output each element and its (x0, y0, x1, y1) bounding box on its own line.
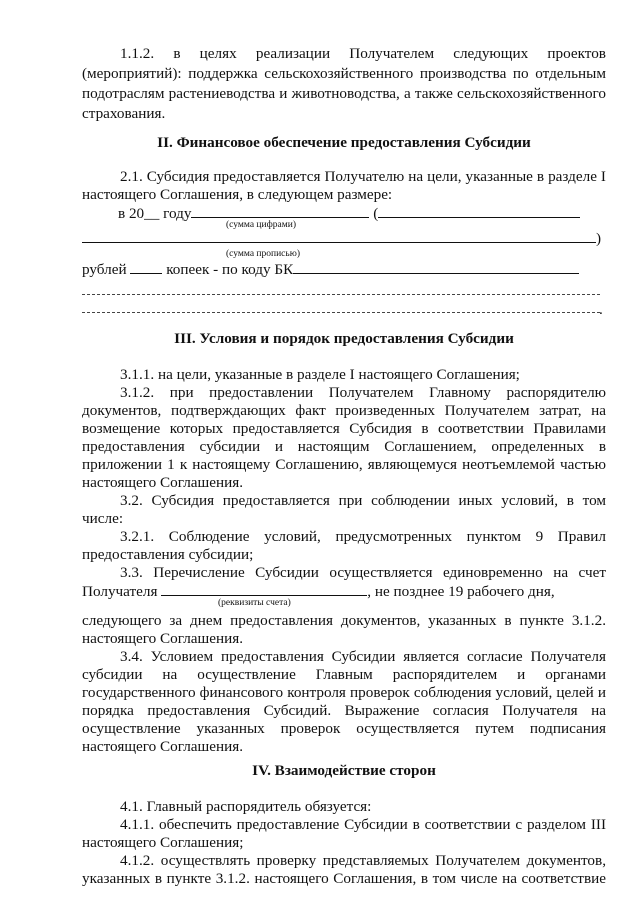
open-paren: ( (373, 205, 379, 222)
recipient-label: Получателя (82, 583, 158, 600)
clause-1-1-2-line-4: страхования. (82, 105, 166, 122)
clause-3-3-line-4: настоящего Соглашения. (82, 630, 243, 647)
clause-3-1-2-line-4: предоставления субсидии и настоящим Соглашением, определенных в (82, 438, 606, 455)
amount-words-field[interactable] (82, 242, 596, 243)
clause-3-1-2-line-2: документов, подтверждающих факт произведенных Получателем затрат, на (82, 402, 606, 419)
clause-3-2-1-line-1: 3.2.1. Соблюдение условий, предусмотренных пунктом 9 Правил (120, 528, 606, 545)
kbk-field[interactable] (293, 260, 579, 274)
word: следующих (453, 45, 529, 62)
clause-2-1-line-1: 2.1. Субсидия предоставляется Получателю на цели, указанные в разделе I (120, 168, 606, 185)
clause-3-1-1: 3.1.1. на цели, указанные в разделе I настоящего Соглашения; (120, 366, 520, 383)
clause-3-1-2-line-5: приложении 1 к настоящему Соглашению, являющемуся неотъемлемой частью (82, 456, 606, 473)
clause-3-1-2-line-3: возмещение которых предоставляется Субсидия в соответствии Правилами (82, 420, 606, 437)
blank-line-2[interactable] (82, 312, 600, 313)
word: проектов (547, 45, 606, 62)
clause-3-2-line-1: 3.2. Субсидия предоставляется при соблюдении иных условий, в том (120, 492, 606, 509)
clause-3-3-line-1: 3.3. Перечисление Субсидии осуществляется единовременно на счет (120, 564, 606, 581)
clause-3-4-line-6: настоящего Соглашения. (82, 738, 243, 755)
clause-3-4-line-5: осуществление указанных проверок осуществляется путем подписания (82, 720, 606, 737)
clause-3-2-1-line-2: предоставления субсидии; (82, 546, 254, 563)
kop-label: копеек - по коду БК (166, 261, 294, 278)
account-field[interactable] (161, 582, 367, 596)
caption-words: (сумма прописью) (226, 249, 300, 259)
clause-3-4-line-2: субсидии на осуществление Главным распорядителем и органами (82, 666, 606, 683)
section-3-heading: III. Условия и порядок предоставления Субсидии (174, 330, 514, 347)
kopecks-field[interactable] (130, 260, 162, 274)
word: в (173, 45, 181, 62)
clause-3-4-line-3: государственного финансового контроля проверок соблюдения условий, целей и (82, 684, 606, 701)
caption-digits: (сумма цифрами) (226, 220, 296, 230)
amount-digits-field[interactable] (378, 204, 580, 218)
clause-4-1-1-line-2: настоящего Соглашения; (82, 834, 244, 851)
clause-3-4-line-1: 3.4. Условием предоставления Субсидии является согласие Получателя (120, 648, 606, 665)
word: Получателем (349, 45, 435, 62)
clause-3-3-line-2 (82, 582, 606, 601)
word: 1.1.2. (120, 45, 155, 62)
rub-label: рублей (82, 261, 127, 278)
clause-4-1-2-line-2: указанных в пункте 3.1.2. настоящего Соглашения, в том числе на соответствие (82, 870, 606, 887)
clause-4-1-1-line-1: 4.1.1. обеспечить предоставление Субсидии в соответствии с разделом III (120, 816, 606, 833)
word: целях (199, 45, 237, 62)
clause-1-1-2-line-3: подотраслям растениеводства и животноводства, а также сельскохозяйственного (82, 85, 606, 102)
clause-3-3-line-3: следующего за днем предоставления документов, указанных в пункте 3.1.2. (82, 612, 606, 629)
end-dot: . (599, 301, 603, 318)
year-amount-field[interactable] (191, 204, 369, 218)
section-4-heading: IV. Взаимодействие сторон (252, 762, 436, 779)
year-label: в 20__ году (118, 205, 192, 222)
close-paren: ) (596, 230, 602, 247)
clause-4-1: 4.1. Главный распорядитель обязуется: (120, 798, 372, 815)
clause-4-1-2-line-1: 4.1.2. осуществлять проверку представляемых Получателем документов, (120, 852, 606, 869)
blank-line-1[interactable] (82, 294, 600, 295)
section-2-heading: II. Финансовое обеспечение предоставления Субсидии (157, 134, 531, 151)
clause-3-2-line-2: числе: (82, 510, 124, 527)
clause-1-1-2-line-2: (мероприятий): поддержка сельскохозяйственного производства по отдельным (82, 65, 606, 82)
clause-3-1-2-line-6: настоящего Соглашения. (82, 474, 243, 491)
deadline-text: , не позднее 19 рабочего дня, (367, 583, 555, 600)
clause-3-4-line-4: порядка предоставления Субсидий. Выражение согласия Получателя на (82, 702, 606, 719)
kbk-row (82, 260, 606, 279)
word: реализации (255, 45, 331, 62)
clause-3-1-2-line-1: 3.1.2. при предоставлении Получателем Главному распорядителю (120, 384, 606, 401)
amount-digits-row (118, 204, 606, 223)
caption-account: (реквизиты счета) (218, 598, 291, 608)
clause-2-1-line-2: настоящего Соглашения, в следующем размере: (82, 186, 393, 203)
clause-1-1-2-line-1 (120, 45, 606, 63)
